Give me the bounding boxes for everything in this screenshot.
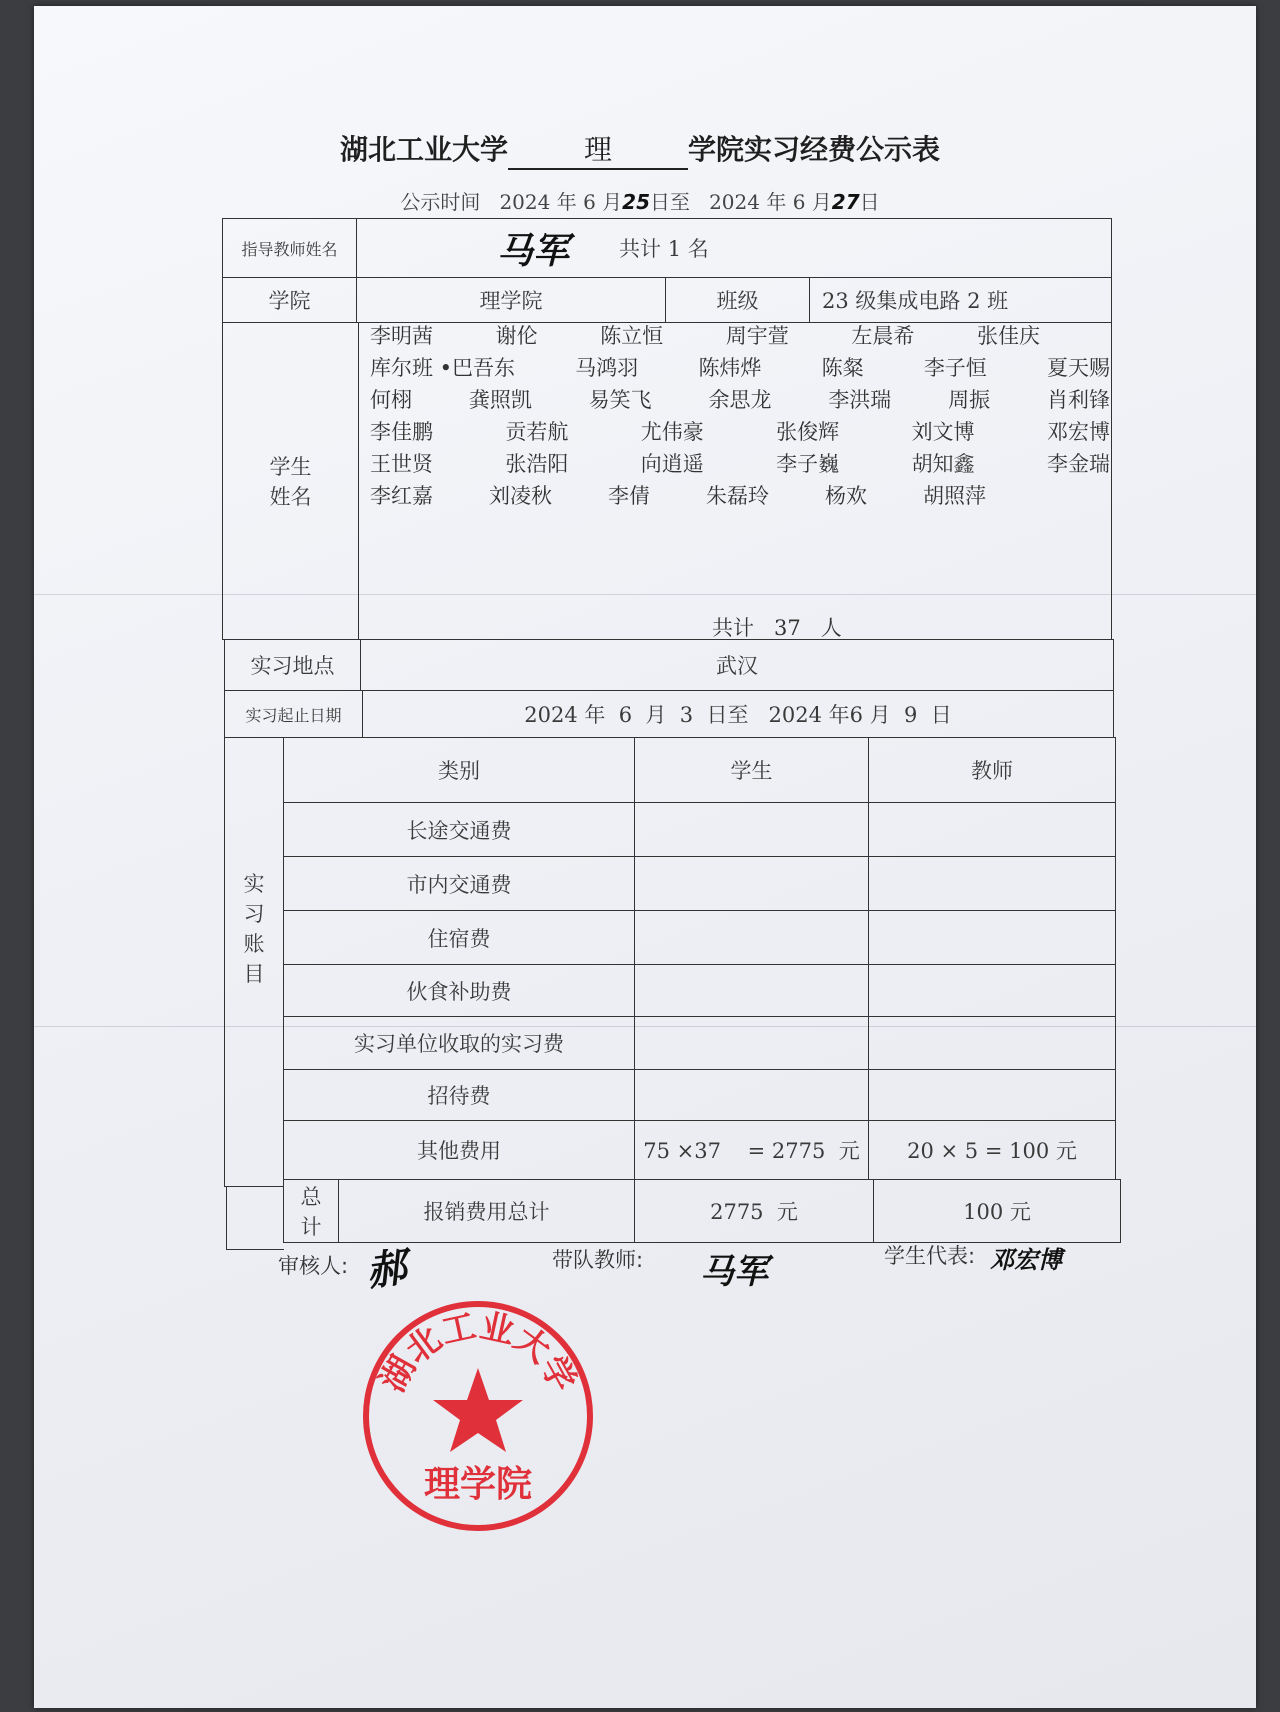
side-char: 实 (243, 872, 265, 896)
student-row (370, 352, 1110, 384)
row-teacher-amount (868, 802, 1116, 857)
students-label-line2: 姓名 (269, 485, 312, 509)
student-name: 夏天赐 (1047, 356, 1110, 380)
seal-center-text: 理学院 (423, 1464, 533, 1505)
class-value: 23 级集成电路 2 班 (809, 277, 1112, 323)
period-end-day: 27 (831, 190, 860, 214)
form-title (0, 128, 1280, 170)
row-category: 长途交通费 (283, 802, 635, 857)
title-blank: 理 (508, 128, 688, 170)
period-start: 2024 年 6 月 (499, 190, 623, 214)
leader-label: 带队教师: (552, 1248, 644, 1272)
student-name: 邓宏博 (1046, 420, 1110, 444)
student-name: 谢伦 (495, 324, 538, 348)
student-name: 杨欢 (825, 484, 867, 508)
student-row (370, 480, 1110, 512)
location-label: 实习地点 (224, 639, 361, 691)
row-student-amount (634, 1016, 869, 1070)
total-side-label (283, 1179, 339, 1243)
row-student-amount (634, 856, 869, 911)
student-name: 刘文博 (911, 420, 975, 444)
student-name: 刘凌秋 (489, 484, 552, 508)
row-student-amount (634, 910, 869, 965)
student-name: 胡照萍 (923, 484, 986, 508)
dates-label: 实习起止日期 (224, 690, 363, 738)
row-category: 市内交通费 (283, 856, 635, 911)
student-name: 何栩 (370, 388, 412, 412)
student-name: 李佳鹏 (370, 420, 433, 444)
header-student: 学生 (634, 737, 869, 803)
row-category: 住宿费 (283, 910, 635, 965)
row-student-amount (634, 802, 869, 857)
row-teacher-amount (868, 964, 1116, 1017)
student-name: 向逍遥 (640, 452, 704, 476)
side-char: 目 (243, 962, 265, 986)
student-name: 李红嘉 (370, 484, 433, 508)
period-start-day: 25 (622, 190, 650, 214)
students-label (222, 322, 359, 640)
student-name: 张俊辉 (776, 420, 840, 444)
teacher-name-signature: 马军 (497, 230, 570, 272)
total-label: 报销费用总计 (338, 1179, 635, 1243)
row-category: 其他费用 (283, 1120, 635, 1180)
student-name: 易笑飞 (588, 388, 652, 412)
title-suffix: 学院实习经费公示表 (688, 133, 941, 166)
row-teacher-amount (868, 856, 1116, 911)
student-total: 共计 37 人 (712, 616, 842, 640)
teacher-count: 共计 1 名 (619, 237, 709, 261)
row-student-amount: 75 ×37 = 2775 元 (634, 1120, 869, 1180)
rep-label: 学生代表: (884, 1244, 976, 1268)
student-name: 张浩阳 (505, 452, 569, 476)
rep-signature: 邓宏博 (990, 1246, 1062, 1274)
students-label-line1: 学生 (269, 455, 312, 479)
reviewer-signature: 郝 (363, 1244, 410, 1296)
side-char: 总 (300, 1185, 322, 1209)
leader-signature: 马军 (700, 1252, 768, 1292)
row-teacher-amount (868, 1016, 1116, 1070)
total-student: 2775 元 (634, 1179, 874, 1243)
college-label: 学院 (222, 277, 357, 323)
student-name: 库尔班 •巴吾东 (370, 356, 516, 380)
seal-star-icon (433, 1368, 523, 1452)
period-end-suffix: 日 (859, 190, 880, 214)
total-teacher: 100 元 (873, 1179, 1121, 1243)
row-category: 实习单位收取的实习费 (283, 1016, 635, 1070)
class-label: 班级 (665, 277, 810, 323)
college-value: 理学院 (356, 277, 666, 323)
student-name: 李子恒 (923, 356, 987, 380)
official-seal (358, 1296, 598, 1536)
row-teacher-amount (868, 1069, 1116, 1121)
student-name: 马鸿羽 (575, 356, 639, 380)
row-category: 招待费 (283, 1069, 635, 1121)
location-value: 武汉 (360, 639, 1114, 691)
student-name: 龚照凯 (468, 388, 532, 412)
student-name: 周宇萱 (725, 324, 789, 348)
publicity-period (0, 186, 1280, 215)
student-name: 王世贤 (370, 452, 433, 476)
teacher-label: 指导教师姓名 (222, 218, 357, 278)
period-end: 2024 年 6 月 (709, 190, 832, 214)
period-label: 公示时间 (400, 190, 481, 214)
seal-ring-text: 湖北工业大学 (372, 1306, 584, 1399)
student-row (370, 320, 1110, 352)
row-teacher-amount (868, 910, 1116, 965)
side-char: 计 (300, 1215, 322, 1239)
student-row (370, 384, 1110, 416)
student-name: 李明茜 (370, 324, 433, 348)
student-name: 陈立恒 (600, 324, 664, 348)
dates-value: 2024 年 6 月 3 日至 2024 年6 月 9 日 (362, 690, 1114, 738)
side-char: 账 (243, 932, 265, 956)
student-name: 张佳庆 (976, 324, 1040, 348)
row-category: 伙食补助费 (283, 964, 635, 1017)
student-name-list (370, 320, 1110, 512)
period-start-suffix: 日至 (650, 190, 690, 214)
student-name: 李倩 (608, 484, 650, 508)
teacher-cell (356, 218, 1112, 278)
student-name: 肖利锋 (1046, 388, 1110, 412)
student-name: 李洪瑞 (828, 388, 892, 412)
side-char: 习 (243, 902, 265, 926)
student-name: 贡若航 (505, 420, 569, 444)
student-name: 李子巍 (776, 452, 840, 476)
row-student-amount (634, 1069, 869, 1121)
student-name: 陈粲 (821, 356, 864, 380)
title-university: 湖北工业大学 (339, 133, 508, 166)
student-name: 左晨希 (851, 324, 915, 348)
reviewer-label: 审核人: (278, 1254, 349, 1278)
row-teacher-amount: 20 × 5 = 100 元 (868, 1120, 1116, 1180)
student-name: 朱磊玲 (706, 484, 769, 508)
row-student-amount (634, 964, 869, 1017)
header-category: 类别 (283, 737, 635, 803)
student-row (370, 448, 1110, 480)
student-name: 李金瑞 (1046, 452, 1110, 476)
student-name: 胡知鑫 (911, 452, 975, 476)
student-name: 陈炜烨 (698, 356, 762, 380)
student-name: 余思龙 (708, 388, 772, 412)
header-teacher: 教师 (868, 737, 1116, 803)
student-name: 尤伟豪 (640, 420, 704, 444)
student-row (370, 416, 1110, 448)
accounts-side-label (224, 737, 284, 1187)
total-outer-frame (226, 1186, 284, 1250)
student-name: 周振 (948, 388, 991, 412)
